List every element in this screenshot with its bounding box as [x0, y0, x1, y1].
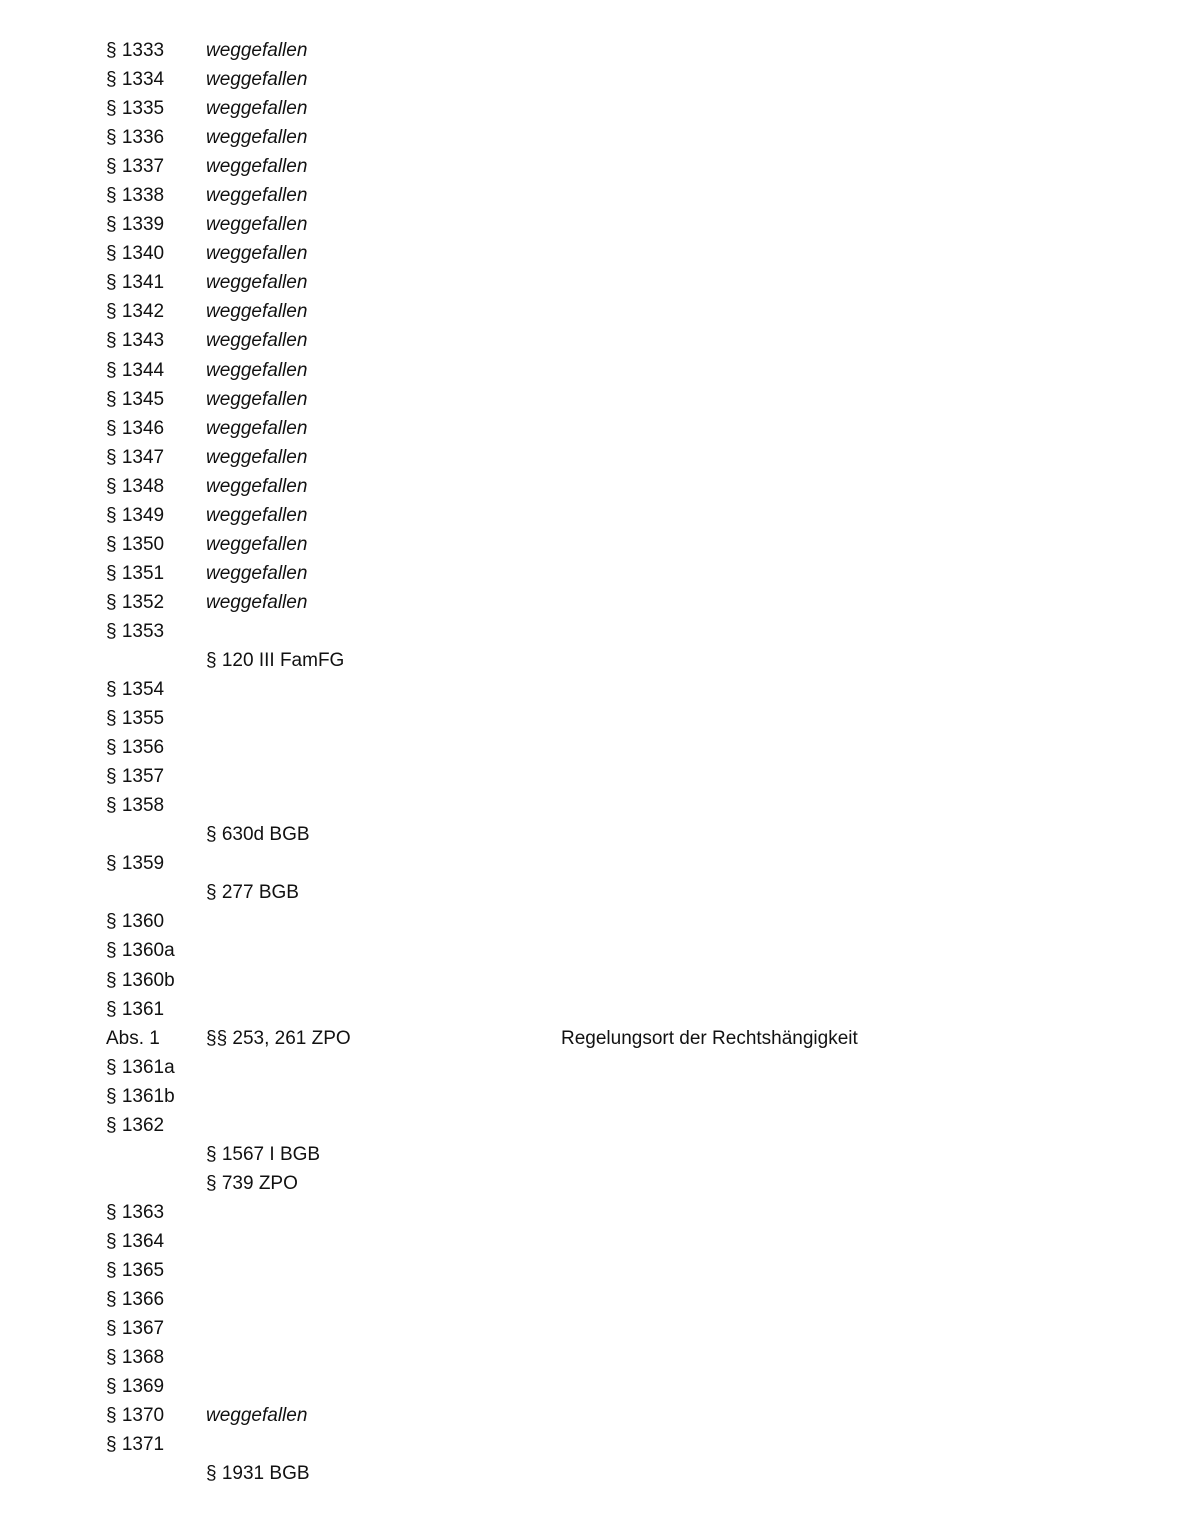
section-number: § 1353: [106, 620, 165, 642]
section-number: § 1343: [106, 330, 165, 352]
cross-reference: weggefallen: [206, 417, 308, 439]
cross-reference: weggefallen: [206, 98, 308, 120]
cross-reference: weggefallen: [206, 272, 308, 294]
table-row: [0, 239, 1190, 268]
table-row: [0, 820, 1190, 849]
cross-reference: weggefallen: [206, 591, 308, 613]
table-row: [0, 704, 1190, 733]
table-row: [0, 1401, 1190, 1430]
section-number: § 1334: [106, 69, 165, 91]
section-number: § 1370: [106, 1405, 165, 1427]
table-row: [0, 356, 1190, 385]
table-row: [0, 1314, 1190, 1343]
cross-reference: weggefallen: [206, 1405, 308, 1427]
table-row: [0, 1459, 1190, 1488]
section-number: § 1352: [106, 591, 165, 613]
section-number: § 1359: [106, 853, 165, 875]
section-number: § 1361: [106, 998, 165, 1020]
cross-reference: § 277 BGB: [206, 882, 299, 904]
section-number: § 1367: [106, 1318, 165, 1340]
cross-reference: weggefallen: [206, 214, 308, 236]
table-row: [0, 530, 1190, 559]
section-number: § 1360b: [106, 969, 175, 991]
table-row: [0, 65, 1190, 94]
table-row: [0, 1024, 1190, 1053]
table-row: [0, 1343, 1190, 1372]
table-row: [0, 733, 1190, 762]
section-number: § 1362: [106, 1114, 165, 1136]
section-number: § 1361a: [106, 1056, 175, 1078]
table-row: [0, 94, 1190, 123]
table-row: [0, 907, 1190, 936]
section-number: § 1355: [106, 708, 165, 730]
section-number: § 1356: [106, 737, 165, 759]
table-row: [0, 123, 1190, 152]
cross-reference: § 1567 I BGB: [206, 1143, 321, 1165]
section-number: § 1349: [106, 504, 165, 526]
table-row: [0, 1198, 1190, 1227]
cross-reference: weggefallen: [206, 243, 308, 265]
section-number: § 1365: [106, 1259, 165, 1281]
cross-reference: weggefallen: [206, 301, 308, 323]
table-row: [0, 1372, 1190, 1401]
section-number: § 1368: [106, 1347, 165, 1369]
table-row: [0, 617, 1190, 646]
table-row: [0, 1082, 1190, 1111]
section-number: § 1354: [106, 679, 165, 701]
table-row: [0, 849, 1190, 878]
table-row: [0, 1111, 1190, 1140]
section-number: § 1364: [106, 1230, 165, 1252]
table-row: [0, 588, 1190, 617]
section-number: § 1358: [106, 795, 165, 817]
table-row: [0, 1053, 1190, 1082]
section-number: § 1341: [106, 272, 165, 294]
section-number: § 1350: [106, 533, 165, 555]
table-row: [0, 501, 1190, 530]
section-number: § 1363: [106, 1201, 165, 1223]
section-number: § 1336: [106, 127, 165, 149]
table-row: [0, 646, 1190, 675]
section-number: § 1360a: [106, 940, 175, 962]
cross-reference: § 739 ZPO: [206, 1172, 298, 1194]
section-number: § 1333: [106, 40, 165, 61]
table-row: [0, 762, 1190, 791]
cross-reference: weggefallen: [206, 388, 308, 410]
section-number: § 1371: [106, 1434, 165, 1456]
table-row: [0, 443, 1190, 472]
table-row: [0, 152, 1190, 181]
section-number: § 1347: [106, 446, 165, 468]
table-row: [0, 210, 1190, 239]
table-row: [0, 414, 1190, 443]
cross-reference: weggefallen: [206, 475, 308, 497]
table-row: [0, 559, 1190, 588]
table-row: [0, 1285, 1190, 1314]
cross-reference: weggefallen: [206, 156, 308, 178]
table-row: [0, 1169, 1190, 1198]
section-number: § 1369: [106, 1376, 165, 1398]
cross-reference: §§ 253, 261 ZPO: [206, 1027, 351, 1049]
table-row: [0, 878, 1190, 907]
section-number: § 1346: [106, 417, 165, 439]
cross-reference: weggefallen: [206, 330, 308, 352]
section-number: § 1340: [106, 243, 165, 265]
table-row: [0, 181, 1190, 210]
table-row: [0, 1140, 1190, 1169]
cross-reference: weggefallen: [206, 562, 308, 584]
table-row: [0, 1256, 1190, 1285]
section-number: § 1335: [106, 98, 165, 120]
document-page: [0, 36, 1190, 1488]
section-number: § 1360: [106, 911, 165, 933]
cross-reference: weggefallen: [206, 127, 308, 149]
table-row: [0, 385, 1190, 414]
cross-reference: weggefallen: [206, 185, 308, 207]
section-number: § 1351: [106, 562, 165, 584]
section-number: § 1348: [106, 475, 165, 497]
section-number: § 1339: [106, 214, 165, 236]
section-number: § 1338: [106, 185, 165, 207]
table-row: [0, 36, 1190, 65]
cross-reference: weggefallen: [206, 69, 308, 91]
section-number: § 1337: [106, 156, 165, 178]
table-row: [0, 472, 1190, 501]
section-number: § 1345: [106, 388, 165, 410]
cross-reference: weggefallen: [206, 533, 308, 555]
table-row: [0, 936, 1190, 965]
section-number: § 1344: [106, 359, 165, 381]
cross-reference: § 1931 BGB: [206, 1463, 310, 1485]
table-row: [0, 297, 1190, 326]
cross-reference: weggefallen: [206, 446, 308, 468]
table-row: [0, 966, 1190, 995]
table-row: [0, 1227, 1190, 1256]
cross-reference: § 630d BGB: [206, 824, 310, 846]
section-number: § 1357: [106, 766, 165, 788]
section-number: § 1361b: [106, 1085, 175, 1107]
table-row: [0, 995, 1190, 1024]
table-row: [0, 326, 1190, 355]
cross-reference: weggefallen: [206, 504, 308, 526]
cross-reference: weggefallen: [206, 40, 308, 61]
cross-reference: § 120 III FamFG: [206, 649, 345, 671]
section-number: § 1366: [106, 1289, 165, 1311]
section-number: § 1342: [106, 301, 165, 323]
table-row: [0, 1430, 1190, 1459]
table-row: [0, 675, 1190, 704]
remark: Regelungsort der Rechtshängigkeit: [561, 1027, 858, 1049]
cross-reference: weggefallen: [206, 359, 308, 381]
section-number: Abs. 1: [106, 1027, 160, 1049]
table-row: [0, 791, 1190, 820]
table-row: [0, 268, 1190, 297]
